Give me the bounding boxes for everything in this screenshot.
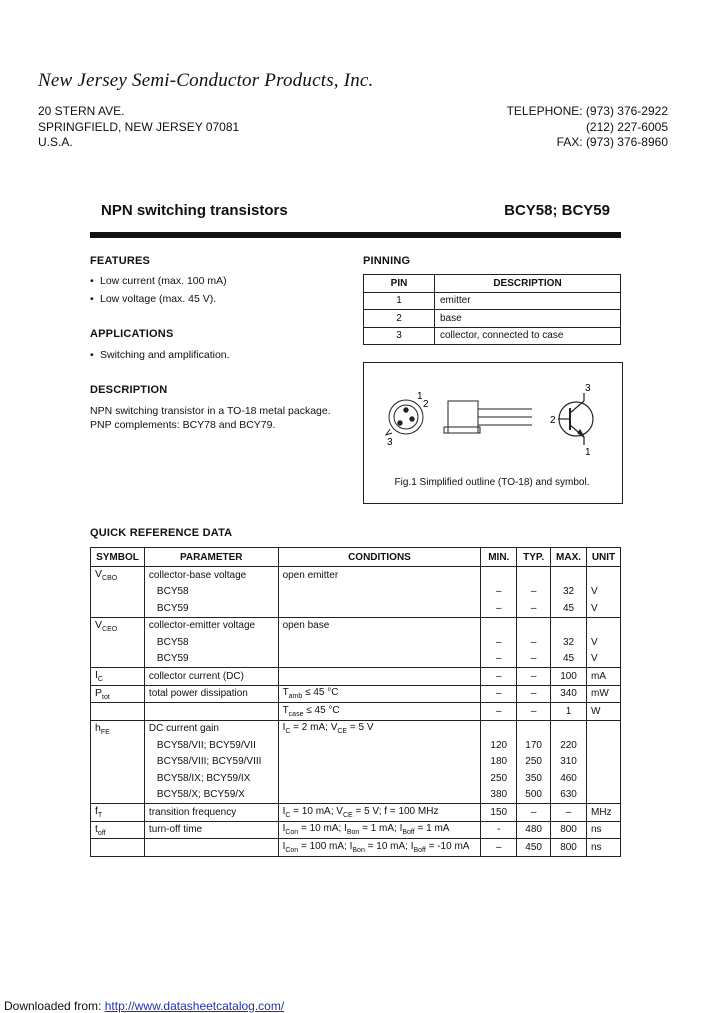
max-cell: 45 [551,651,587,668]
column-header: SYMBOL [91,548,145,567]
symbol-cell: $I_C$ [91,668,145,686]
quick-reference-heading: QUICK REFERENCE DATA [90,527,233,539]
unit-cell: ns [587,839,621,857]
conditions-cell [278,651,481,668]
parameter-cell: BCY58 [144,634,278,651]
table-row [91,804,621,822]
unit-cell [587,720,621,737]
table-row [364,310,621,328]
address-line: SPRINGFIELD, NEW JERSEY 07081 [38,119,240,134]
unit-cell [587,617,621,634]
max-cell: 100 [551,668,587,686]
address-line: 20 STERN AVE. [38,104,125,118]
min-cell: – [481,685,517,703]
parameter-cell: BCY58/VIII; BCY59/VIII [144,754,278,771]
symbol-cell [91,600,145,617]
max-cell: 460 [551,770,587,787]
typ-cell [517,617,551,634]
typ-cell: 500 [517,787,551,804]
conditions-cell [278,634,481,651]
symbol-cell [91,754,145,771]
table-row [91,754,621,771]
table-row [91,787,621,804]
npn-transistor-symbol [558,393,593,445]
unit-cell [587,567,621,584]
product-title: NPN switching transistors [101,202,288,219]
unit-cell [587,754,621,771]
symbol-pin-label: 3 [585,383,591,394]
parameter-cell: BCY58/IX; BCY59/IX [144,770,278,787]
column-header: PIN [364,275,435,293]
outline-pin-label: 2 [423,399,429,410]
unit-cell: V [587,584,621,601]
conditions-cell [278,770,481,787]
conditions-cell [278,584,481,601]
unit-cell: mA [587,668,621,686]
typ-cell: – [517,651,551,668]
conditions-cell [278,668,481,686]
max-cell: 310 [551,754,587,771]
max-cell: – [551,804,587,822]
min-cell: 250 [481,770,517,787]
table-row [91,668,621,686]
table-row [91,720,621,737]
pin-description: base [435,310,621,328]
symbol-cell: $f_T$ [91,804,145,822]
table-row [91,617,621,634]
address-line: U.S.A. [38,135,73,149]
pin-description: emitter [435,292,621,310]
pin-number: 3 [364,327,435,345]
pin-description: collector, connected to case [435,327,621,345]
application-item: • Switching and amplification. [90,349,230,361]
symbol-pin-label: 1 [585,447,591,458]
max-cell [551,720,587,737]
unit-cell: V [587,651,621,668]
max-cell: 32 [551,584,587,601]
outline-pin-label: 3 [387,437,393,448]
unit-cell: V [587,634,621,651]
typ-cell: – [517,685,551,703]
pinning-table [363,274,621,345]
typ-cell: 350 [517,770,551,787]
conditions-cell: open emitter [278,567,481,584]
unit-cell [587,770,621,787]
conditions-cell: $T_{amb} \le 45$ °C [278,685,481,703]
min-cell: – [481,668,517,686]
max-cell [551,567,587,584]
table-row [364,292,621,310]
description-heading: DESCRIPTION [90,384,168,396]
parameter-cell: BCY59 [144,600,278,617]
unit-cell: V [587,600,621,617]
symbol-cell [91,634,145,651]
title-rule [90,232,621,238]
figure-caption: Fig.1 Simplified outline (TO-18) and symbol. [394,477,590,488]
outline-pin-label: 1 [417,391,423,402]
symbol-pin-label: 2 [550,415,556,426]
conditions-cell: $I_{Con} = 10$ mA; $I_{Bon} = 1$ mA; $I_{Boff} = 1$ mA [278,821,481,839]
pin-number: 2 [364,310,435,328]
parameter-cell: total power dissipation [144,685,278,703]
table-header-row [364,275,621,293]
column-header: DESCRIPTION [435,275,621,293]
min-cell: 150 [481,804,517,822]
table-row [91,600,621,617]
symbol-cell [91,703,145,721]
conditions-cell [278,787,481,804]
table-row [91,634,621,651]
min-cell: 180 [481,754,517,771]
typ-cell: – [517,703,551,721]
symbol-cell: $t_{off}$ [91,821,145,839]
source-link[interactable]: http://www.datasheetcatalog.com/ [104,999,285,1013]
contact-block [507,104,668,151]
max-cell: 220 [551,737,587,754]
table-row [91,685,621,703]
table-row [91,839,621,857]
min-cell: – [481,651,517,668]
conditions-cell: open base [278,617,481,634]
unit-cell [587,787,621,804]
part-numbers: BCY58; BCY59 [504,202,610,219]
unit-cell [587,737,621,754]
column-header: UNIT [587,548,621,567]
package-top-view [386,400,423,435]
typ-cell [517,567,551,584]
parameter-cell: BCY58/X; BCY59/X [144,787,278,804]
unit-cell: mW [587,685,621,703]
min-cell [481,617,517,634]
column-header: CONDITIONS [278,548,481,567]
symbol-cell [91,737,145,754]
feature-item: • Low current (max. 100 mA) [90,275,227,287]
table-row [91,821,621,839]
unit-cell: W [587,703,621,721]
parameter-cell [144,839,278,857]
min-cell: – [481,600,517,617]
description-line: PNP complements: BCY78 and BCY79. [90,419,276,431]
table-row [91,567,621,584]
table-row [91,703,621,721]
parameter-cell [144,703,278,721]
conditions-cell [278,754,481,771]
table-row [91,737,621,754]
table-row [91,651,621,668]
features-heading: FEATURES [90,255,151,267]
company-name: New Jersey Semi-Conductor Products, Inc. [38,70,374,91]
parameter-cell: BCY59 [144,651,278,668]
min-cell [481,567,517,584]
max-cell: 1 [551,703,587,721]
max-cell: 800 [551,821,587,839]
max-cell: 630 [551,787,587,804]
parameter-cell: transition frequency [144,804,278,822]
package-side-view [444,401,532,433]
column-header: TYP. [517,548,551,567]
table-row [364,327,621,345]
min-cell: – [481,839,517,857]
table-row [91,770,621,787]
max-cell: 800 [551,839,587,857]
typ-cell: – [517,668,551,686]
parameter-cell: DC current gain [144,720,278,737]
column-header: MAX. [551,548,587,567]
symbol-cell [91,770,145,787]
typ-cell [517,720,551,737]
symbol-cell: $V_{CBO}$ [91,567,145,584]
column-header: PARAMETER [144,548,278,567]
conditions-cell [278,737,481,754]
min-cell: - [481,821,517,839]
symbol-cell: $P_{tot}$ [91,685,145,703]
column-header: MIN. [481,548,517,567]
symbol-cell: $h_{FE}$ [91,720,145,737]
typ-cell: 250 [517,754,551,771]
parameter-cell: BCY58/VII; BCY59/VII [144,737,278,754]
symbol-cell [91,839,145,857]
conditions-cell: $I_C = 2$ mA; $V_{CE} = 5$ V [278,720,481,737]
unit-cell: MHz [587,804,621,822]
parameter-cell: BCY58 [144,584,278,601]
fax-line: FAX: (973) 376-8960 [556,135,668,149]
telephone-line: TELEPHONE: (973) 376-2922 [506,104,668,118]
parameter-cell: collector-base voltage [144,567,278,584]
unit-cell: ns [587,821,621,839]
footer-label: Downloaded from: [4,999,102,1013]
quick-reference-table [90,547,621,857]
min-cell [481,720,517,737]
typ-cell: 480 [517,821,551,839]
table-row [91,584,621,601]
typ-cell: – [517,600,551,617]
typ-cell: – [517,584,551,601]
symbol-cell [91,651,145,668]
min-cell: – [481,634,517,651]
typ-cell: – [517,634,551,651]
typ-cell: 170 [517,737,551,754]
parameter-cell: collector current (DC) [144,668,278,686]
typ-cell: – [517,804,551,822]
address-block [38,104,239,151]
telephone-line-2: (212) 227-6005 [585,119,668,134]
typ-cell: 450 [517,839,551,857]
max-cell: 340 [551,685,587,703]
symbol-cell [91,584,145,601]
max-cell [551,617,587,634]
max-cell: 32 [551,634,587,651]
pinning-heading: PINNING [363,255,411,267]
pin-number: 1 [364,292,435,310]
description-line: NPN switching transistor in a TO-18 metal package. [90,405,331,417]
conditions-cell [278,600,481,617]
feature-item: • Low voltage (max. 45 V). [90,293,217,305]
conditions-cell: $I_C = 10$ mA; $V_{CE} = 5$ V; f = 100 MHz [278,804,481,822]
table-header-row [91,548,621,567]
applications-heading: APPLICATIONS [90,328,174,340]
symbol-cell [91,787,145,804]
max-cell: 45 [551,600,587,617]
conditions-cell: $I_{Con} = 100$ mA; $I_{Bon} = 10$ mA; $I_{Boff} = -10$ mA [278,839,481,857]
min-cell: 380 [481,787,517,804]
min-cell: – [481,584,517,601]
download-footer [4,999,284,1013]
parameter-cell: turn-off time [144,821,278,839]
min-cell: 120 [481,737,517,754]
symbol-cell: $V_{CEO}$ [91,617,145,634]
parameter-cell: collector-emitter voltage [144,617,278,634]
min-cell: – [481,703,517,721]
conditions-cell: $T_{case} \le 45$ °C [278,703,481,721]
